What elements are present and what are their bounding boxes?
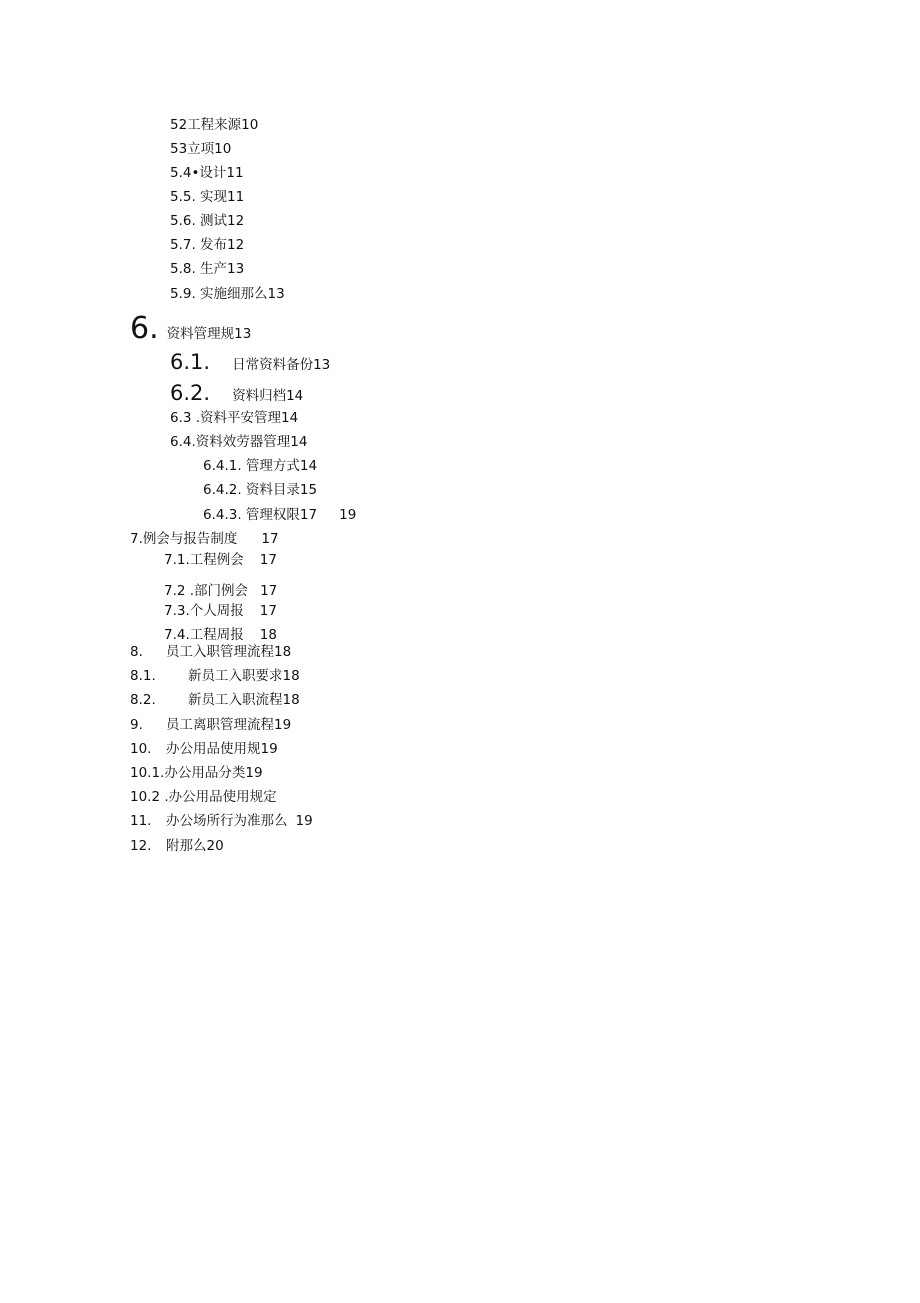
toc-text: 日常资料备份13 — [232, 357, 331, 373]
toc-entry-5-8 — [170, 260, 244, 278]
toc-text: 7.3.个人周报 — [164, 603, 244, 619]
toc-entry-5-7 — [170, 236, 244, 254]
toc-text: 6.4.资料效劳器管理14 — [170, 434, 308, 450]
toc-number: 8. — [130, 644, 143, 660]
toc-text: 5.4•设计11 — [170, 165, 244, 181]
toc-entry-8-2 — [130, 691, 300, 709]
toc-text: 办公用品使用规19 — [166, 741, 278, 757]
toc-text: 新员工入职要求18 — [188, 668, 300, 684]
toc-entry-6-2 — [170, 381, 303, 405]
toc-text: 7.4.工程周报 — [164, 627, 244, 643]
toc-text: 5.7. 发布12 — [170, 237, 245, 253]
toc-number: 6.1. — [170, 350, 211, 374]
toc-entry-9 — [130, 716, 291, 734]
toc-text: 52工程来源10 — [170, 117, 259, 133]
toc-text: 5.5. 实现11 — [170, 189, 245, 205]
toc-text: 5.6. 测试12 — [170, 213, 245, 229]
toc-entry-6-1 — [170, 350, 330, 374]
toc-entry-12 — [130, 837, 224, 855]
toc-text: 附那么20 — [166, 838, 224, 854]
toc-number: 12. — [130, 838, 152, 854]
toc-page: 18 — [259, 627, 277, 643]
toc-entry-7-3 — [164, 602, 277, 620]
toc-page: 17 — [260, 583, 278, 599]
toc-text: 办公场所行为准那么 — [166, 813, 288, 829]
toc-entry-8-1 — [130, 667, 300, 685]
toc-entry-5-3 — [170, 140, 231, 158]
toc-entry-10-1 — [130, 764, 263, 782]
toc-entry-6-4-3 — [203, 506, 356, 524]
toc-entry-11 — [130, 812, 313, 830]
toc-page: 17 — [259, 603, 277, 619]
toc-entry-6-4-2 — [203, 481, 317, 499]
toc-number: 6. — [130, 311, 159, 346]
toc-text: 5.8. 生产13 — [170, 261, 245, 277]
toc-entry-6-3 — [170, 409, 298, 427]
toc-text: 10.2 .办公用品使用规定 — [130, 789, 277, 805]
toc-text: 员工离职管理流程19 — [166, 717, 292, 733]
toc-number: 9. — [130, 717, 143, 733]
toc-entry-5-5 — [170, 188, 244, 206]
toc-entry-6-4-1 — [203, 457, 317, 475]
toc-text: 10.1.办公用品分类19 — [130, 765, 263, 781]
toc-entry-7-4 — [164, 626, 277, 644]
toc-text: 7.例会与报告制度 — [130, 531, 238, 547]
toc-entry-7-1 — [164, 551, 277, 569]
toc-text: 资料归档14 — [232, 388, 304, 404]
toc-entry-8 — [130, 643, 291, 661]
toc-number: 11. — [130, 813, 152, 829]
toc-text: 7.1.工程例会 — [164, 552, 244, 568]
toc-entry-10 — [130, 740, 278, 758]
toc-text: 53立项10 — [170, 141, 232, 157]
toc-text: 6.4.2. 资料目录15 — [203, 482, 318, 498]
toc-page: 17 — [259, 552, 277, 568]
toc-page: 19 — [295, 813, 313, 829]
toc-number: 8.2. — [130, 692, 156, 708]
toc-entry-5-2 — [170, 116, 258, 134]
toc-number: 6.2. — [170, 381, 211, 405]
toc-entry-7 — [130, 530, 279, 548]
toc-page: 19 — [339, 507, 357, 523]
toc-text: 5.9. 实施细那么13 — [170, 286, 285, 302]
toc-entry-6-4 — [170, 433, 307, 451]
toc-entry-5-6 — [170, 212, 244, 230]
toc-entry-6 — [130, 312, 251, 346]
toc-text: 员工入职管理流程18 — [166, 644, 292, 660]
toc-text: 7.2 .部门例会 — [164, 583, 249, 599]
toc-text: 资料管理规13 — [166, 326, 252, 342]
toc-number: 10. — [130, 741, 152, 757]
toc-text: 6.4.1. 管理方式14 — [203, 458, 318, 474]
toc-entry-10-2 — [130, 788, 277, 806]
toc-text: 6.4.3. 管理权限17 — [203, 507, 318, 523]
toc-entry-7-2 — [164, 582, 277, 600]
toc-entry-5-9 — [170, 285, 285, 303]
toc-number: 8.1. — [130, 668, 156, 684]
toc-page: 17 — [261, 531, 279, 547]
toc-entry-5-4 — [170, 164, 244, 182]
toc-text: 6.3 .资料平安管理14 — [170, 410, 299, 426]
toc-text: 新员工入职流程18 — [188, 692, 300, 708]
